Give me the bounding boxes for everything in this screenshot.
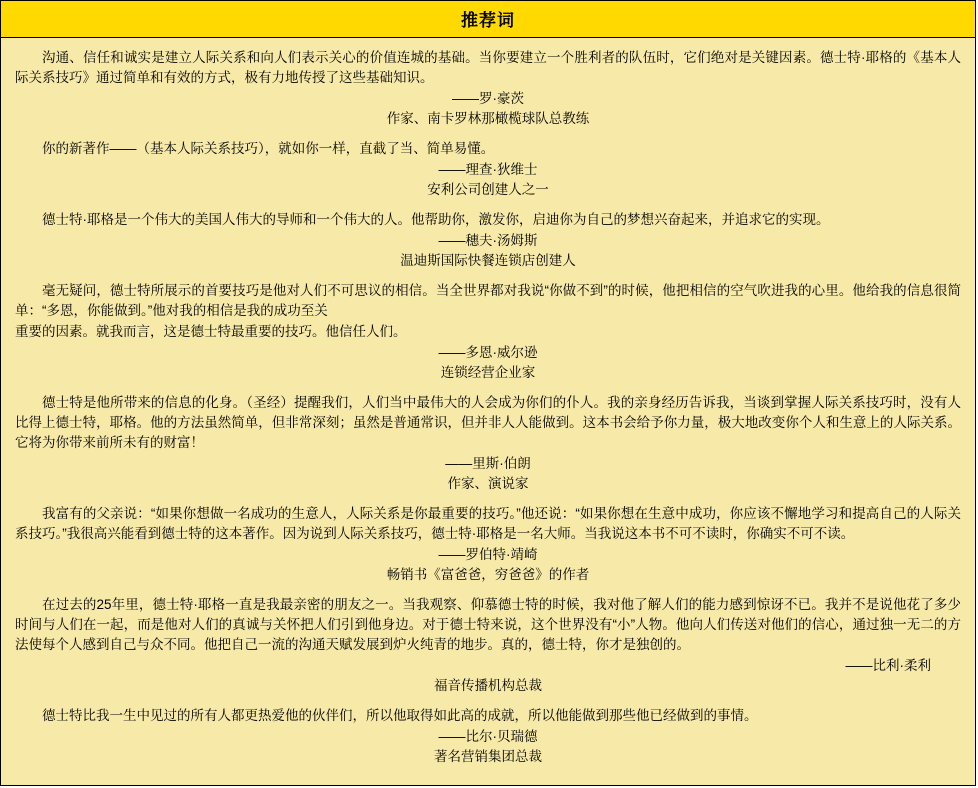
quote-block [15,706,961,767]
quote-role: 福音传播机构总裁 [434,678,542,693]
quote-author: ——罗伯特·靖崎 [438,547,538,562]
quote-author: ——理查·狄维士 [438,162,538,177]
quote-text: 我富有的父亲说：“如果你想做一名成功的生意人，人际关系是你最重要的技巧。”他还说：“如果你想在生意中成功，你应该不懈地学习和提高自己的人际关系技巧。”我很高兴能看到德士特的这本著作。因为说到人际关系技巧，德士特·耶格是一名大师。当我说这本书不可不读时，你确实不可不读。 [15,506,961,541]
quote-text: 在过去的25年里，德士特·耶格一直是我最亲密的朋友之一。当我观察、仰慕德士特的时候，我对他了解人们的能力感到惊讶不已。我并不是说他花了多少时间与人们在一起，而是他对人们的真诚与关怀把人们引到他身边。对于德士特来说，这个世界没有“小”人物。他向人们传送对他们的信心，通过独一无二的方法使每个人感到自己与众不同。他把自己一流的沟通天赋发展到炉火纯青的地步。真的，德士特，你才是独创的。 [15,597,961,652]
quote-block [15,139,961,200]
quote-text-continued: 重要的因素。就我而言，这是德士特最重要的技巧。他信任人们。 [15,324,407,339]
page-title: 推荐词 [1,1,975,38]
quote-author: ——穗夫·汤姆斯 [438,233,538,248]
quote-text: 德士特是他所带来的信息的化身。（圣经）提醒我们，人们当中最伟大的人会成为你们的仆人。我的亲身经历告诉我，当谈到掌握人际关系技巧时，没有人比得上德士特，耶格。他的方法虽然简单，但非常深刻；虽然是普通常识，但并非人人能做到。这本书会给予你力量，极大地改变你个人和生意上的人际关系。它将为你带来前所未有的财富！ [15,395,961,450]
quote-role: 著名营销集团总裁 [434,749,542,764]
quote-block [15,393,961,494]
quote-role: 温迪斯国际快餐连锁店创建人 [400,253,576,268]
quote-text: 德士特比我一生中见过的所有人都更热爱他的伙伴们，所以他取得如此高的成就，所以他能做到那些他已经做到的事情。 [42,708,758,723]
quote-block [15,595,961,696]
quote-role: 安利公司创建人之一 [427,182,549,197]
quote-text: 沟通、信任和诚实是建立人际关系和向人们表示关心的价值连城的基础。当你要建立一个胜利者的队伍时，它们绝对是关键因素。德士特·耶格的《基本人际关系技巧》通过简单和有效的方式，极有力地传授了这些基础知识。 [15,50,961,85]
quote-block [15,48,961,129]
quote-block [15,504,961,585]
quote-author: ——多恩·威尔逊 [438,345,538,360]
quote-author: ——比尔·贝瑞德 [438,729,538,744]
quote-role: 作家、南卡罗林那橄榄球队总教练 [386,111,590,126]
quote-text: 毫无疑问，德士特所展示的首要技巧是他对人们不可思议的相信。当全世界都对我说“你做不到”的时候，他把相信的空气吹进我的心里。他给我的信息很简单：“多恩，你能做到。”他对我的相信是我的成功至关 [15,283,961,318]
quote-role: 畅销书《富爸爸，穷爸爸》的作者 [386,567,590,582]
document-content [1,38,975,785]
quote-block [15,281,961,383]
quote-text: 德士特·耶格是一个伟大的美国人伟大的导师和一个伟大的人。他帮助你，激发你，启迪你为自己的梦想兴奋起来，并追求它的实现。 [42,212,830,227]
quote-role: 作家、演说家 [447,476,529,491]
quote-text: 你的新著作——（基本人际关系技巧），就如你一样，直截了当、简单易懂。 [42,141,495,156]
quote-block [15,210,961,271]
quote-author: ——罗·豪茨 [452,91,524,106]
quote-author: ——里斯·伯朗 [445,456,531,471]
quote-author: ——比利·柔利 [845,658,931,673]
quote-role: 连锁经营企业家 [440,365,536,380]
